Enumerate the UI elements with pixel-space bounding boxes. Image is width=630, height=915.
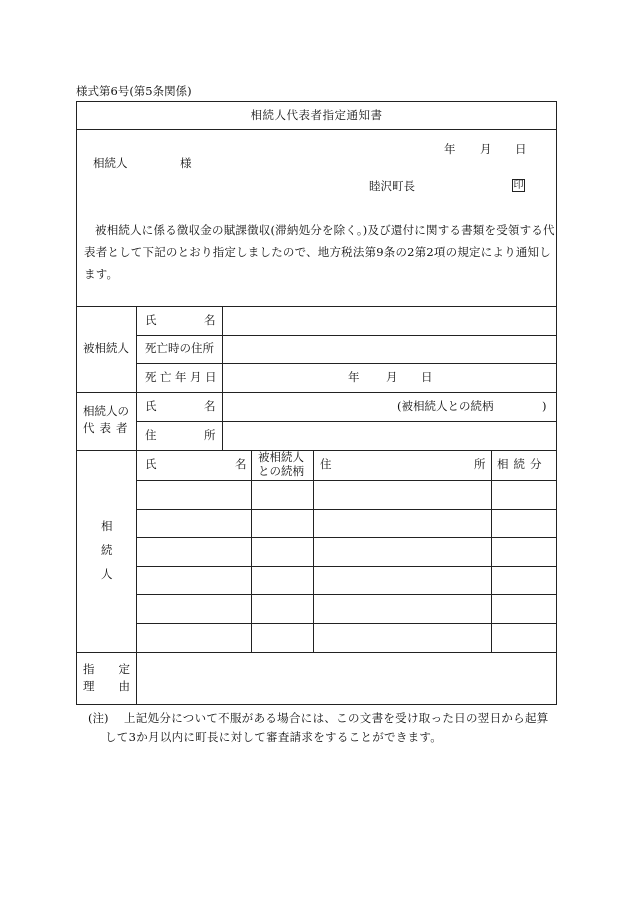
deceased-row-line-2 bbox=[136, 363, 557, 364]
addressee-honorific: 様 bbox=[180, 156, 192, 170]
form-number: 様式第6号(第5条関係) bbox=[76, 84, 192, 98]
heirs-col-address-2: 所 bbox=[474, 457, 486, 471]
heir-relation-cell[interactable] bbox=[252, 510, 313, 537]
heirs-section-label-3: 人 bbox=[101, 567, 113, 581]
heir-name-cell[interactable] bbox=[137, 538, 251, 566]
heirs-col-name-2: 名 bbox=[235, 457, 247, 471]
heirs-section-label-1: 相 bbox=[101, 519, 113, 533]
reason-label-line1: 指定 bbox=[83, 662, 154, 676]
notice-date-month: 月 bbox=[480, 142, 492, 156]
heir-relation-cell[interactable] bbox=[252, 624, 313, 652]
representative-section-bottom bbox=[76, 450, 557, 451]
form-title: 相続人代表者指定通知書 bbox=[250, 108, 383, 122]
representative-address-field[interactable] bbox=[223, 422, 556, 449]
heir-share-cell[interactable] bbox=[492, 481, 556, 509]
reason-field[interactable] bbox=[137, 653, 556, 704]
note-prefix: (注) bbox=[88, 711, 109, 725]
notice-date-day: 日 bbox=[515, 142, 527, 156]
deceased-address-field[interactable] bbox=[223, 336, 556, 362]
deceased-address-label: 死亡時の住所 bbox=[145, 341, 214, 355]
heir-address-cell[interactable] bbox=[314, 624, 491, 652]
heirs-col-share: 相続分 bbox=[497, 457, 547, 471]
heir-address-cell[interactable] bbox=[314, 510, 491, 537]
representative-relation-field[interactable] bbox=[490, 393, 540, 420]
deceased-name-field[interactable] bbox=[223, 307, 556, 334]
heirs-col-relation-line1: 被相続人 bbox=[258, 450, 304, 464]
heir-share-cell[interactable] bbox=[492, 624, 556, 652]
representative-label-line1: 相続人の bbox=[83, 404, 129, 418]
heir-address-cell[interactable] bbox=[314, 567, 491, 594]
note-line1: 上記処分について不服がある場合には、この文書を受け取った日の翌日から起算 bbox=[124, 711, 549, 725]
heir-name-cell[interactable] bbox=[137, 595, 251, 623]
addressee-label: 相続人 bbox=[93, 156, 128, 170]
heirs-col-address-1: 住 bbox=[320, 457, 332, 471]
heir-relation-cell[interactable] bbox=[252, 567, 313, 594]
notice-date-year: 年 bbox=[444, 142, 456, 156]
heirs-section-label-2: 続 bbox=[101, 543, 113, 557]
heir-relation-cell[interactable] bbox=[252, 538, 313, 566]
reason-label-line2: 理由 bbox=[83, 679, 154, 693]
representative-relation-open: (被相続人との続柄 bbox=[397, 399, 494, 413]
heir-name-cell[interactable] bbox=[137, 567, 251, 594]
seal-mark: 印 bbox=[513, 180, 524, 191]
heir-name-cell[interactable] bbox=[137, 481, 251, 509]
representative-name-field[interactable] bbox=[223, 393, 393, 420]
heir-name-cell[interactable] bbox=[137, 624, 251, 652]
heir-address-cell[interactable] bbox=[314, 481, 491, 509]
heir-address-cell[interactable] bbox=[314, 595, 491, 623]
death-date-label: 死亡年月日 bbox=[145, 370, 220, 384]
deceased-label-divider bbox=[136, 306, 137, 450]
deceased-name-label-1: 氏 bbox=[145, 313, 157, 327]
death-date-day: 日 bbox=[421, 370, 433, 384]
representative-label-line2: 代表者 bbox=[83, 421, 133, 435]
death-date-month: 月 bbox=[386, 370, 398, 384]
notice-body-text: 被相続人に係る徴収金の賦課徴収(滞納処分を除く。)及び還付に関する書類を受領する代表者として下記のとおり指定しましたので、地方税法第9条の2第2項の規定により通知します。 bbox=[84, 223, 555, 281]
deceased-section-label: 被相続人 bbox=[83, 341, 129, 355]
death-date-year: 年 bbox=[348, 370, 360, 384]
representative-address-label-1: 住 bbox=[145, 428, 157, 442]
heirs-col-name-1: 氏 bbox=[145, 457, 157, 471]
heirs-col-relation-line2: との続柄 bbox=[258, 464, 304, 478]
heir-relation-cell[interactable] bbox=[252, 595, 313, 623]
issuer-name: 睦沢町長 bbox=[369, 179, 415, 193]
heir-share-cell[interactable] bbox=[492, 595, 556, 623]
deceased-name-label-2: 名 bbox=[204, 313, 216, 327]
heir-name-cell[interactable] bbox=[137, 510, 251, 537]
heir-relation-cell[interactable] bbox=[252, 481, 313, 509]
representative-relation-close: ) bbox=[542, 399, 547, 413]
representative-name-label-1: 氏 bbox=[145, 399, 157, 413]
note-line2: して3か月以内に町長に対して審査請求をすることができます。 bbox=[105, 730, 443, 744]
title-divider bbox=[76, 129, 557, 130]
heir-address-cell[interactable] bbox=[314, 538, 491, 566]
representative-address-label-2: 所 bbox=[204, 428, 216, 442]
heir-share-cell[interactable] bbox=[492, 567, 556, 594]
heir-share-cell[interactable] bbox=[492, 510, 556, 537]
heir-share-cell[interactable] bbox=[492, 538, 556, 566]
representative-name-label-2: 名 bbox=[204, 399, 216, 413]
